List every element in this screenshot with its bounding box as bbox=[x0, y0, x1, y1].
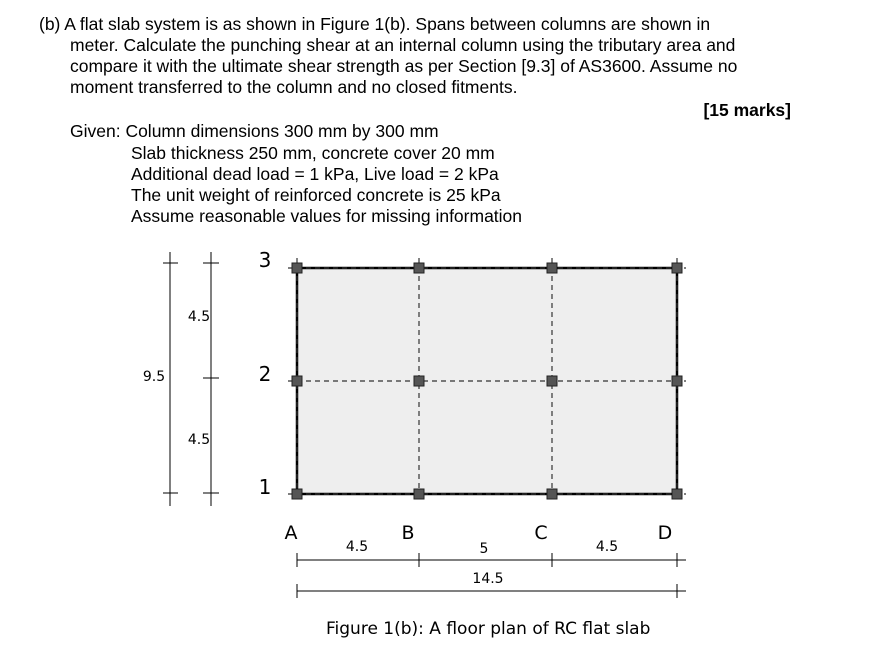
column bbox=[292, 489, 302, 499]
dimension-value: 4.5 bbox=[595, 539, 619, 555]
given-item: Additional dead load = 1 kPa, Live load = 2 kPa bbox=[131, 164, 499, 184]
col-label: B bbox=[401, 522, 415, 544]
row-label: 2 bbox=[258, 362, 272, 386]
column bbox=[547, 376, 557, 386]
col-label: A bbox=[284, 522, 298, 544]
column bbox=[292, 376, 302, 386]
given-item: Slab thickness 250 mm, concrete cover 20 mm bbox=[131, 143, 495, 163]
row-label: 1 bbox=[258, 475, 272, 499]
dimension-value: 4.5 bbox=[345, 539, 369, 555]
question-line-2: meter. Calculate the punching shear at an internal column using the tributary area and bbox=[70, 35, 736, 55]
vertical-dimensions bbox=[163, 252, 219, 506]
given-item: The unit weight of reinforced concrete is 25 kPa bbox=[131, 185, 501, 205]
column bbox=[547, 263, 557, 273]
marks-label: [15 marks] bbox=[703, 100, 791, 120]
col-label: C bbox=[534, 522, 548, 544]
column bbox=[414, 489, 424, 499]
column bbox=[414, 263, 424, 273]
column bbox=[547, 489, 557, 499]
figure-caption: Figure 1(b): A floor plan of RC flat slab bbox=[326, 619, 651, 639]
column bbox=[672, 489, 682, 499]
column bbox=[292, 263, 302, 273]
given-item: Assume reasonable values for missing information bbox=[131, 206, 523, 226]
dimension-value: 4.5 bbox=[187, 432, 211, 448]
col-label: D bbox=[657, 522, 673, 544]
dimension-value: 9.5 bbox=[142, 369, 166, 385]
row-label: 3 bbox=[258, 248, 272, 272]
dimension-value: 4.5 bbox=[187, 309, 211, 325]
given-label: Given: Column dimensions 300 mm by 300 mm bbox=[70, 121, 439, 141]
column bbox=[414, 376, 424, 386]
column bbox=[672, 263, 682, 273]
question-line-4: moment transferred to the column and no closed fitments. bbox=[70, 77, 518, 97]
column bbox=[672, 376, 682, 386]
question-line-1: (b) A flat slab system is as shown in Figure 1(b). Spans between columns are shown in bbox=[39, 14, 711, 34]
question-line-3: compare it with the ultimate shear strength as per Section [9.3] of AS3600. Assume no bbox=[70, 56, 738, 76]
dimension-value: 14.5 bbox=[472, 571, 504, 587]
dimension-value: 5 bbox=[479, 541, 489, 557]
